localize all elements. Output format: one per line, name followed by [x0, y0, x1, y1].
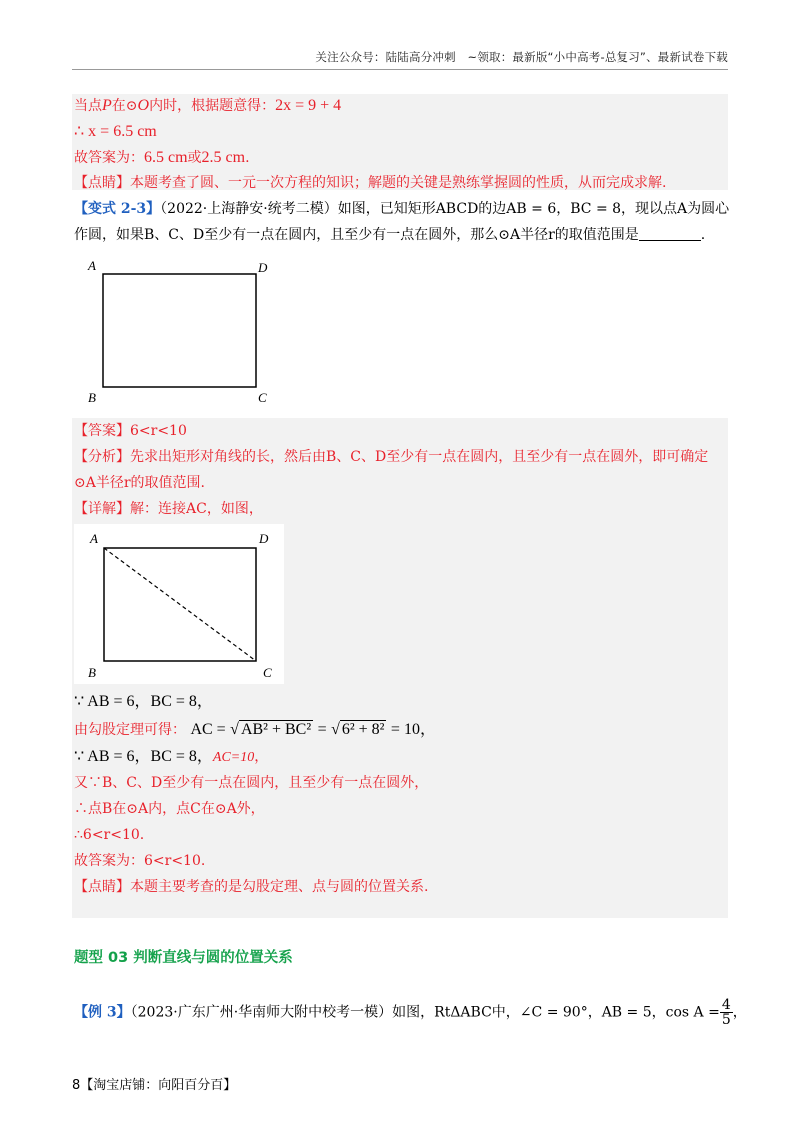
block1-line4 — [74, 173, 666, 193]
fraction-denominator: 5 — [721, 1012, 731, 1028]
rectangle-figure — [84, 254, 284, 410]
text-segment: ∵ AB = 6，BC = 8， — [74, 748, 213, 765]
equals-sign: = — [317, 721, 327, 738]
rectangle-diagonal-figure — [74, 524, 284, 684]
text-segment: 解：连接AC，如图， — [130, 501, 263, 517]
analysis-line2: ⊙A半径r的取值范围. — [74, 475, 205, 491]
answer-blank — [639, 226, 701, 241]
solution-line6: ∴6<r<10. — [74, 827, 145, 843]
vertex-label-a: A — [88, 258, 96, 273]
text-segment: . — [700, 227, 706, 243]
solution-line8 — [74, 877, 428, 897]
radicand: 6² + 8² — [341, 721, 385, 738]
text-segment: 故答案为： — [74, 150, 144, 166]
vertex-label-d: D — [258, 260, 268, 275]
point-o: O — [137, 97, 150, 114]
equation-result: = 10， — [390, 721, 436, 738]
problem-text: 作圆，如果B、C、D至少有一点在圆内，且至少有一点在圆外，那么⊙A半径r的取值范围是 — [74, 227, 639, 243]
vertex-label-c: C — [258, 390, 267, 405]
highlight-value: AC=10 — [212, 750, 255, 765]
answer-value: 6.5 cm — [144, 149, 188, 166]
fraction — [720, 998, 733, 1027]
example-text: （2023·广东广州·华南师大附中校考一模）如图，RtΔABC中，∠C = 90°，AB = 5，cos A = — [130, 1004, 720, 1021]
vertex-label-d: D — [259, 531, 269, 546]
header-divider — [72, 69, 728, 70]
example-tag: 【例 3】 — [74, 1004, 131, 1021]
diagonal-ac — [104, 548, 256, 661]
equation: 2x = 9 + 4 — [275, 97, 342, 114]
text-segment: 或 — [187, 150, 202, 166]
problem-line2 — [74, 225, 705, 245]
vertex-label-a: A — [90, 531, 98, 546]
problem-line1 — [74, 199, 729, 219]
solution-line7: 故答案为：6<r<10. — [74, 853, 206, 869]
answer-line — [74, 421, 187, 441]
text-segment: . — [245, 150, 250, 166]
tag-label: 【点睛】 — [74, 175, 130, 191]
solution-line3 — [74, 747, 268, 768]
solution-line1: ∵ AB = 6，BC = 8， — [74, 693, 213, 710]
text-segment: 本题主要考查的是勾股定理、点与圆的位置关系. — [130, 879, 429, 895]
equation-lhs: AC = — [190, 721, 226, 738]
vertex-label-b: B — [88, 665, 96, 680]
text-segment: 内时，根据题意得： — [149, 98, 276, 114]
problem-text: （2022·上海静安·统考二模）如图，已知矩形ABCD的边AB = 6，BC = 8，现以点A为圆心 — [160, 201, 730, 217]
tag-label: 【点睛】 — [74, 879, 130, 895]
text-segment: 本题考查了圆、一元一次方程的知识；解题的关键是熟练掌握圆的性质，从而完成求解. — [130, 175, 667, 191]
solution-line2: 由勾股定理可得： AC = √ AB² + BC² = √ 6² + 8² = 10， — [74, 721, 436, 738]
text-segment: 当点 — [74, 98, 102, 114]
vertex-label-b: B — [88, 390, 96, 405]
page-number: 8 — [72, 1078, 81, 1093]
block1-line2: ∴ x = 6.5 cm — [74, 123, 157, 140]
problem-tag: 【变式 2-3】 — [74, 201, 161, 217]
text-segment: ， — [732, 1004, 747, 1021]
example-line — [74, 998, 747, 1027]
point-p: P — [102, 97, 112, 114]
page-footer — [72, 1074, 236, 1093]
tag-label: 【详解】 — [74, 501, 130, 517]
analysis-line1 — [74, 447, 708, 467]
answer-value: 6<r<10 — [130, 423, 187, 439]
section-heading: 题型 03 判断直线与圆的位置关系 — [74, 950, 293, 966]
answer-value: 2.5 cm — [201, 149, 246, 166]
page-header: 关注公众号：陆陆高分冲刺 ~领取：最新版“小中高考-总复习”、最新试卷下载 — [315, 50, 728, 64]
detail-line — [74, 499, 263, 519]
block1-line3 — [74, 148, 250, 168]
rectangle-abcd — [103, 274, 256, 387]
tag-label: 【分析】 — [74, 449, 130, 465]
text-segment: 在⊙ — [111, 98, 138, 114]
solution-line5: ∴点B在⊙A内，点C在⊙A外， — [74, 801, 265, 817]
tag-label: 【答案】 — [74, 423, 130, 439]
block1-line1 — [74, 96, 341, 116]
text-segment: 由勾股定理可得： — [74, 722, 186, 738]
fraction-numerator: 4 — [721, 997, 731, 1013]
radicand: AB² + BC² — [240, 721, 312, 738]
vertex-label-c: C — [263, 665, 272, 680]
footer-text: 【淘宝店铺：向阳百分百】 — [80, 1078, 237, 1093]
text-segment: 先求出矩形对角线的长，然后由B、C、D至少有一点在圆内，且至少有一点在圆外，即可确定 — [130, 449, 709, 465]
text-segment: ， — [254, 749, 269, 765]
solution-line4: 又∵B、C、D至少有一点在圆内，且至少有一点在圆外， — [74, 775, 429, 791]
